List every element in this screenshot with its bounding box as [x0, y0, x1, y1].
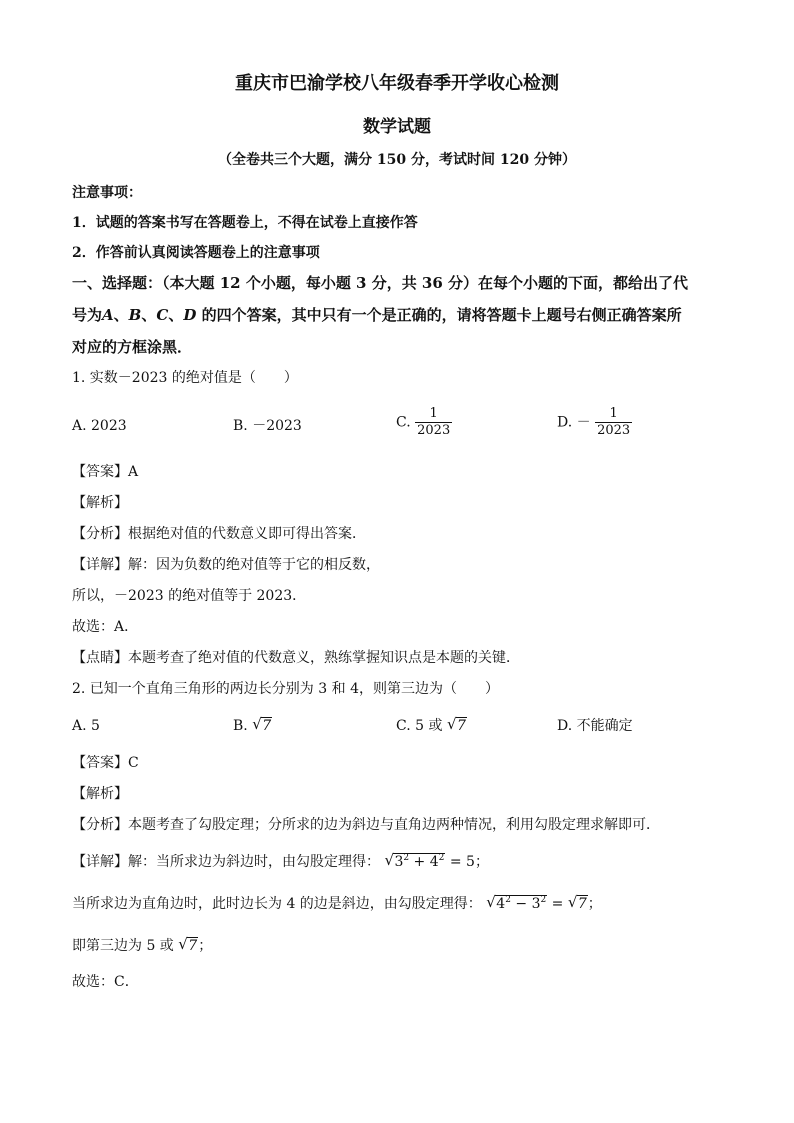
fenxi-text: 根据绝对值的代数意义即可得出答案．: [128, 526, 366, 542]
exponent: 2: [403, 853, 410, 863]
separator: 、: [141, 306, 157, 324]
third-side-text: 即第三边为 5 或: [72, 938, 174, 954]
option-letter-c: C: [156, 306, 169, 324]
xiangjie-tag: 【详解】: [72, 557, 128, 573]
exponent: 2: [505, 895, 511, 905]
q2-xiangjie: [72, 852, 489, 872]
dianjing-text: 本题考查了绝对值的代数意义，熟练掌握知识点是本题的关键．: [128, 650, 520, 666]
square-root: [486, 894, 547, 914]
denominator: 2023: [597, 423, 631, 438]
notice-item-2: 2．作答前认真阅读答题卷上的注意事项: [72, 245, 320, 261]
base-b: 3: [531, 896, 541, 912]
radicand: 7: [577, 896, 587, 912]
square-root: [568, 894, 588, 914]
option-label: C. 5 或: [396, 718, 443, 734]
section-text: 的四个答案，其中只有一个是正确的，请将答题卡上题号右侧正确答案所: [196, 306, 682, 324]
base-a: 3: [394, 854, 404, 870]
square-root: [447, 716, 467, 736]
page-title: 重庆市巴渝学校八年级春季开学收心检测: [235, 73, 559, 94]
radicand: $4^2 - 3^2$: [496, 895, 547, 912]
q1-line-choose: 故选：A．: [72, 619, 139, 635]
notice-item-1: 1．试题的答案书写在答题卷上，不得在试卷上直接作答: [72, 215, 418, 231]
question-2-stem: 2. 已知一个直角三角形的两边长分别为 3 和 4，则第三边为（ ）: [72, 681, 499, 697]
radical-sign: √: [252, 715, 262, 733]
section-text: 号为: [72, 306, 103, 324]
q2-third-side: [72, 936, 212, 956]
denominator: 2023: [417, 423, 451, 438]
section-heading-line3: 对应的方框涂黑．: [72, 338, 193, 356]
q1-option-c: [396, 406, 452, 439]
subject-title: 数学试题: [363, 117, 431, 137]
radical-sign: √: [486, 893, 496, 911]
q2-option-a: A. 5: [72, 718, 100, 734]
line-end: ；: [587, 896, 602, 912]
base-a: 4: [496, 896, 506, 912]
answer-value: A: [128, 464, 139, 480]
option-letter-b: B: [128, 306, 142, 324]
option-label: B.: [233, 718, 248, 734]
xiangjie-text: 解：当所求边为斜边时，由勾股定理得：: [128, 854, 380, 870]
dianjing-tag: 【点睛】: [72, 650, 128, 666]
radicand: $3^2 + 4^2$: [394, 853, 445, 870]
square-root: [384, 852, 445, 872]
q1-xiangjie: [72, 555, 380, 575]
q1-fenxi: [72, 524, 366, 544]
section-heading-line1: 一、选择题：（本大题 12 个小题，每小题 3 分，共 36 分）在每个小题的下面，都给出了代: [72, 274, 689, 292]
case2-text: 当所求边为直角边时，此时边长为 4 的边是斜边，由勾股定理得：: [72, 896, 482, 912]
q2-option-b: [233, 716, 272, 736]
q1-line-so: 所以，－2023 的绝对值等于 2023．: [72, 588, 307, 604]
equals-sign: =: [551, 896, 564, 912]
square-root: [178, 936, 198, 956]
q2-fenxi: [72, 815, 660, 835]
separator: 、: [113, 306, 129, 324]
q1-option-a: A. 2023: [72, 418, 127, 434]
option-letter-d: D: [183, 306, 197, 324]
radical-sign: √: [178, 935, 188, 953]
radicand: 7: [262, 718, 272, 734]
separator: 、: [168, 306, 184, 324]
radical-sign: √: [567, 893, 578, 911]
option-label: D. －: [557, 414, 591, 431]
option-letter-a: A: [102, 306, 114, 324]
exponent: 2: [540, 895, 547, 905]
q2-analysis-tag: 【解析】: [72, 786, 128, 802]
radical-sign: √: [384, 851, 395, 869]
equation-result: = 5；: [449, 854, 489, 870]
q2-option-c: [396, 716, 467, 736]
exam-meta: （全卷共三个大题，满分 150 分，考试时间 120 分钟）: [218, 152, 576, 168]
question-1-stem: 1. 实数－2023 的绝对值是（ ）: [72, 370, 298, 386]
numerator: 1: [609, 406, 618, 421]
xiangjie-text: 解：因为负数的绝对值等于它的相反数，: [128, 557, 380, 573]
radicand: 7: [188, 938, 198, 954]
line-end: ；: [198, 938, 213, 954]
q2-option-d: D. 不能确定: [557, 718, 633, 734]
fenxi-tag: 【分析】: [72, 526, 128, 542]
q1-analysis-tag: 【解析】: [72, 495, 128, 511]
square-root: [252, 716, 272, 736]
notice-title: 注意事项：: [72, 185, 142, 201]
q1-dianjing: [72, 648, 520, 668]
answer-value: C: [128, 755, 139, 771]
q1-option-b: B. －2023: [233, 418, 302, 434]
q2-case2: [72, 894, 602, 914]
radical-sign: √: [446, 715, 457, 733]
fraction: [595, 406, 632, 439]
fenxi-text: 本题考查了勾股定理；分所求的边为斜边与直角边两种情况，利用勾股定理求解即可．: [128, 817, 660, 833]
answer-tag: 【答案】: [72, 464, 128, 480]
q2-line-choose: 故选：C．: [72, 974, 139, 990]
q1-option-d: [557, 406, 632, 439]
option-label: C.: [396, 414, 411, 431]
numerator: 1: [429, 406, 438, 421]
fenxi-tag: 【分析】: [72, 817, 128, 833]
exponent: 2: [438, 853, 445, 863]
radicand: 7: [456, 718, 466, 734]
fraction: [415, 406, 452, 439]
q1-answer: [72, 462, 138, 482]
xiangjie-tag: 【详解】: [72, 854, 128, 870]
answer-tag: 【答案】: [72, 755, 128, 771]
q2-answer: [72, 753, 139, 773]
section-heading-line2: [72, 305, 682, 325]
base-b: 4: [429, 854, 439, 870]
